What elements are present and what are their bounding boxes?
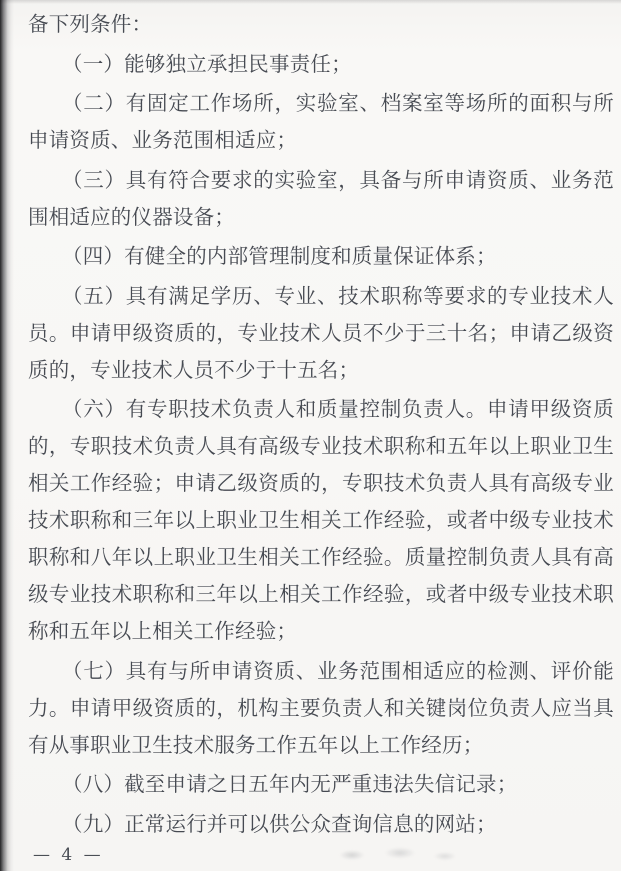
paragraph-item-2: （二）有固定工作场所，实验室、档案室等场所的面积与所申请资质、业务范围相适应；: [28, 91, 614, 152]
paragraph-item-3: （三）具有符合要求的实验室，具备与所申请资质、业务范围相适应的仪器设备；: [28, 167, 614, 229]
scan-edge-shadow-left: [0, 0, 14, 871]
paragraph-item-8: （八）截至申请之日五年内无严重违法失信记录；: [62, 772, 518, 796]
document-body: [28, 6, 614, 843]
paragraph-item-5: （五）具有满足学历、专业、技术职称等要求的专业技术人员。申请甲级资质的，专业技术人员不少于三十名；申请乙级资质的，专业技术人员不少于十五名；: [28, 283, 614, 382]
scan-ghost-smudge: [320, 843, 480, 865]
page-number: — 4 —: [33, 845, 104, 865]
scan-edge-shadow-top: [0, 0, 621, 4]
paragraph-item-1: （一）能够独立承担民事责任；: [62, 51, 352, 76]
paragraph-item-4: （四）有健全的内部管理制度和质量保证体系；: [62, 244, 497, 268]
paragraph-intro: 备下列条件：: [28, 12, 153, 36]
paragraph-item-6: （六）有专职技术负责人和质量控制负责人。申请甲级资质的，专职技术负责人具有高级专业技术职称和五年以上职业卫生相关工作经验；申请乙级资质的，专职技术负责人具有高级专业技术职称和三年以上职业卫生相关工作经验，或者中级专业技术职称和八年以上职业卫生相关工作经验。质量控制负责人具有高级专业技术职称和三年以上相关工作经验，或者中级专业技术职称和五年以上相关工作经验；: [28, 397, 614, 643]
paragraph-item-9: （九）正常运行并可以供公众查询信息的网站；: [62, 811, 497, 836]
paragraph-item-7: （七）具有与所申请资质、业务范围相适应的检测、评价能力。申请甲级资质的，机构主要负责人和关键岗位负责人应当具有从事职业卫生技术服务工作五年以上工作经历；: [28, 658, 614, 757]
